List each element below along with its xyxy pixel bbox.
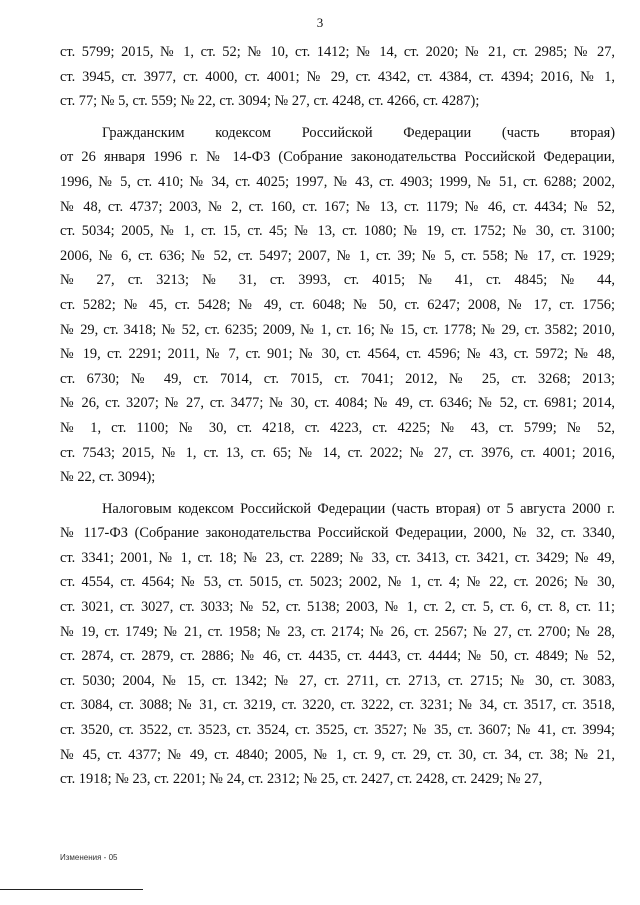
text-line: Налоговым кодексом Российской Федерации (часть вторая) от 5 августа 2000 г.: [102, 500, 615, 517]
text-line: ст. 3341; 2001, № 1, ст. 18; № 23, ст. 2289; № 33, ст. 3413, ст. 3421, ст. 3429; № 49,: [60, 549, 615, 566]
text-line: ст. 5034; 2005, № 1, ст. 15, ст. 45; № 13, ст. 1080; № 19, ст. 1752; № 30, ст. 3100;: [60, 223, 615, 240]
text-line: № 29, ст. 3418; № 52, ст. 6235; 2009, № 1, ст. 16; № 15, ст. 1778; № 29, ст. 3582; 2010,: [60, 321, 615, 338]
text-line: ст. 5030; 2004, № 15, ст. 1342; № 27, ст. 2711, ст. 2713, ст. 2715; № 30, ст. 3083,: [60, 672, 615, 689]
text-line: ст. 2874, ст. 2879, ст. 2886; № 46, ст. 4435, ст. 4443, ст. 4444; № 50, ст. 4849; № 52,: [60, 648, 615, 665]
text-line: № 117-ФЗ (Собрание законодательства Российской Федерации, 2000, № 32, ст. 3340,: [60, 525, 615, 542]
text-line: ст. 5282; № 45, ст. 5428; № 49, ст. 6048; № 50, ст. 6247; 2008, № 17, ст. 1756;: [60, 296, 615, 313]
text-line: ст. 1918; № 23, ст. 2201; № 24, ст. 2312; № 25, ст. 2427, ст. 2428, ст. 2429; № 27,: [60, 771, 543, 788]
text-line: 2006, № 6, ст. 636; № 52, ст. 5497; 2007, № 1, ст. 39; № 5, ст. 558; № 17, ст. 1929;: [60, 247, 615, 264]
text-line: ст. 3520, ст. 3522, ст. 3523, ст. 3524, ст. 3525, ст. 3527; № 35, ст. 3607; № 41, ст. 3994;: [60, 722, 615, 739]
text-line: № 27, ст. 3213; № 31, ст. 3993, ст. 4015; № 41, ст. 4845; № 44,: [60, 272, 615, 289]
text-line: № 48, ст. 4737; 2003, № 2, ст. 160, ст. 167; № 13, ст. 1179; № 46, ст. 4434; № 52,: [60, 198, 615, 215]
text-line: Гражданским кодексом Российской Федерации (часть вторая): [102, 124, 615, 141]
paragraph-gap: [60, 490, 615, 497]
text-line: от 26 января 1996 г. № 14-ФЗ (Собрание законодательства Российской Федерации,: [60, 149, 615, 166]
text-line: № 19, ст. 2291; 2011, № 7, ст. 901; № 30, ст. 4564, ст. 4596; № 43, ст. 5972; № 48,: [60, 346, 615, 363]
text-line: ст. 6730; № 49, ст. 7014, ст. 7015, ст. 7041; 2012, № 25, ст. 3268; 2013;: [60, 370, 615, 387]
footer-label: Изменения - 05: [60, 853, 118, 862]
text-line: 1996, № 5, ст. 410; № 34, ст. 4025; 1997, № 43, ст. 4903; 1999, № 51, ст. 6288; 2002,: [60, 173, 615, 190]
text-line: № 19, ст. 1749; № 21, ст. 1958; № 23, ст. 2174; № 26, ст. 2567; № 27, ст. 2700; № 28,: [60, 623, 615, 640]
text-line: ст. 7543; 2015, № 1, ст. 13, ст. 65; № 14, ст. 2022; № 27, ст. 3976, ст. 4001; 2016,: [60, 444, 615, 461]
text-line: № 45, ст. 4377; № 49, ст. 4840; 2005, № 1, ст. 9, ст. 29, ст. 30, ст. 34, ст. 38; № 21,: [60, 746, 615, 763]
text-line: ст. 4554, ст. 4564; № 53, ст. 5015, ст. 5023; 2002, № 1, ст. 4; № 22, ст. 2026; № 30,: [60, 574, 615, 591]
footer-rule: [0, 889, 143, 890]
text-line: № 26, ст. 3207; № 27, ст. 3477; № 30, ст. 4084; № 49, ст. 6346; № 52, ст. 6981; 2014,: [60, 395, 615, 412]
paragraph: [60, 40, 615, 114]
text-line: № 1, ст. 1100; № 30, ст. 4218, ст. 4223, ст. 4225; № 43, ст. 5799; № 52,: [60, 419, 615, 436]
text-line: ст. 3021, ст. 3027, ст. 3033; № 52, ст. 5138; 2003, № 1, ст. 2, ст. 5, ст. 6, ст. 8, ст. 11;: [60, 599, 615, 616]
paragraph-gap: [60, 114, 615, 121]
text-line: ст. 3945, ст. 3977, ст. 4000, ст. 4001; № 29, ст. 4342, ст. 4384, ст. 4394; 2016, № 1,: [60, 68, 615, 85]
text-line: ст. 3084, ст. 3088; № 31, ст. 3219, ст. 3220, ст. 3222, ст. 3231; № 34, ст. 3517, ст. 3518,: [60, 697, 615, 714]
text-line: № 22, ст. 3094);: [60, 469, 156, 486]
text-line: ст. 5799; 2015, № 1, ст. 52; № 10, ст. 1412; № 14, ст. 2020; № 21, ст. 2985; № 27,: [60, 44, 615, 60]
text-line: ст. 77; № 5, ст. 559; № 22, ст. 3094; № 27, ст. 4248, ст. 4266, ст. 4287);: [60, 93, 480, 110]
paragraph: [60, 497, 615, 792]
page-number: 3: [316, 15, 324, 30]
document-body: [60, 40, 615, 792]
paragraph: [60, 121, 615, 490]
